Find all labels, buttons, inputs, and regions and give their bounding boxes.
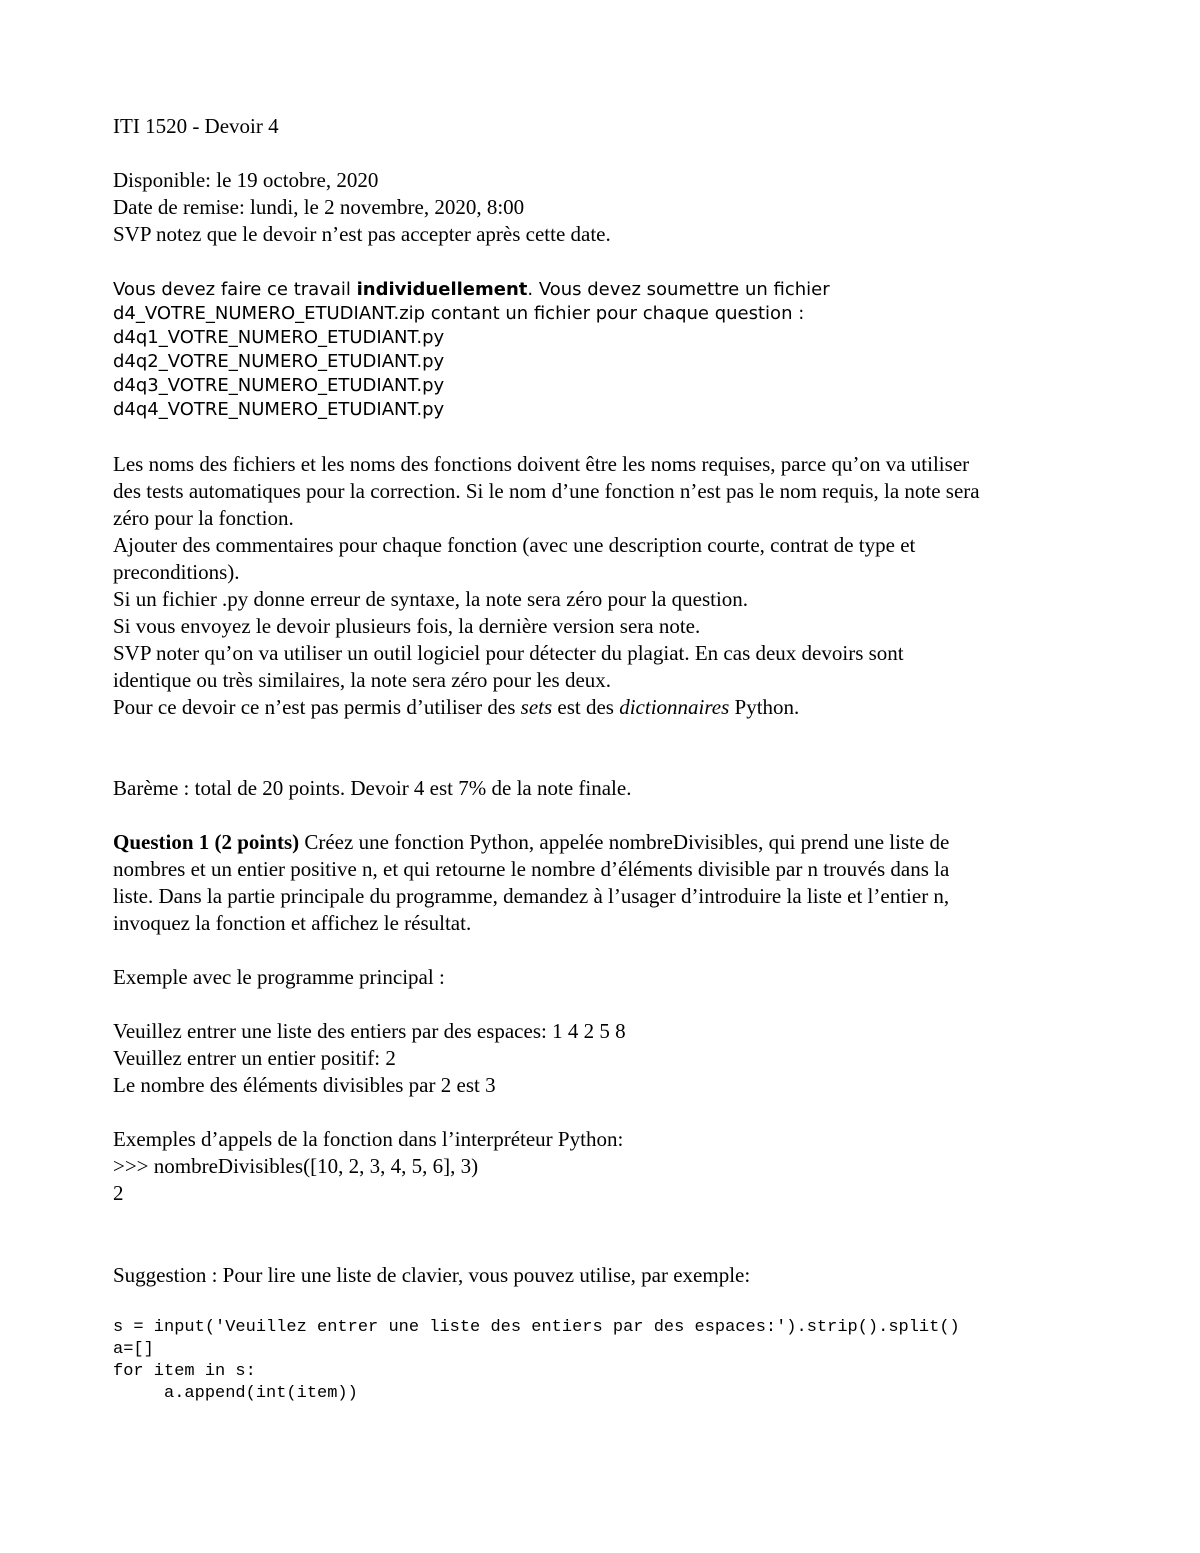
code-line: s = input('Veuillez entrer une liste des entiers par des espaces:').strip().split() xyxy=(113,1318,960,1337)
rules-line: Si vous envoyez le devoir plusieurs fois, la dernière version sera note. xyxy=(113,614,701,638)
rules-line: preconditions). xyxy=(113,560,240,584)
late-note: SVP notez que le devoir n’est pas accepter après cette date. xyxy=(113,222,611,246)
example-line: Veuillez entrer une liste des entiers par des espaces: 1 4 2 5 8 xyxy=(113,1019,626,1043)
rules-restriction: Pour ce devoir ce n’est pas permis d’utiliser des sets est des dictionnaires Python. xyxy=(113,695,800,719)
document-title: ITI 1520 - Devoir 4 xyxy=(113,114,279,138)
calls-heading: Exemples d’appels de la fonction dans l’interpréteur Python: xyxy=(113,1127,624,1151)
example-line: Veuillez entrer un entier positif: 2 xyxy=(113,1046,396,1070)
code-line: a=[] xyxy=(113,1340,154,1359)
rules-line: SVP noter qu’on va utiliser un outil logiciel pour détecter du plagiat. En cas deux devoirs sont xyxy=(113,641,904,665)
submission-file-q1: d4q1_VOTRE_NUMERO_ETUDIANT.py xyxy=(113,327,445,348)
rules-line: Ajouter des commentaires pour chaque fonction (avec une description courte, contrat de type et xyxy=(113,533,916,557)
question1-line: liste. Dans la partie principale du programme, demandez à l’usager d’introduire la liste et l’entier n, xyxy=(113,884,950,908)
submission-file-q4: d4q4_VOTRE_NUMERO_ETUDIANT.py xyxy=(113,399,445,420)
available-date: Disponible: le 19 octobre, 2020 xyxy=(113,168,379,192)
calls-line: 2 xyxy=(113,1181,124,1205)
rules-line: des tests automatiques pour la correction. Si le nom d’une fonction n’est pas le nom requis, la note sera xyxy=(113,479,980,503)
example-line: Le nombre des éléments divisibles par 2 est 3 xyxy=(113,1073,496,1097)
submission-file-q3: d4q3_VOTRE_NUMERO_ETUDIANT.py xyxy=(113,375,445,396)
suggestion-text: Suggestion : Pour lire une liste de clavier, vous pouvez utilise, par exemple: xyxy=(113,1263,751,1287)
due-date: Date de remise: lundi, le 2 novembre, 2020, 8:00 xyxy=(113,195,525,219)
rules-line: zéro pour la fonction. xyxy=(113,506,294,530)
rules-line: Les noms des fichiers et les noms des fonctions doivent être les noms requises, parce qu’on va utiliser xyxy=(113,452,970,476)
submission-zip-line: d4_VOTRE_NUMERO_ETUDIANT.zip contant un fichier pour chaque question : xyxy=(113,303,805,324)
grading-scale: Barème : total de 20 points. Devoir 4 est 7% de la note finale. xyxy=(113,776,632,800)
code-line: for item in s: xyxy=(113,1362,256,1381)
submission-intro: Vous devez faire ce travail individuellement. Vous devez soumettre un fichier xyxy=(113,279,830,300)
rules-line: identique ou très similaires, la note sera zéro pour les deux. xyxy=(113,668,612,692)
rules-line: Si un fichier .py donne erreur de syntaxe, la note sera zéro pour la question. xyxy=(113,587,749,611)
submission-file-q2: d4q2_VOTRE_NUMERO_ETUDIANT.py xyxy=(113,351,445,372)
question1-label: Question 1 (2 points) xyxy=(113,830,300,854)
question1-line: Question 1 (2 points) Créez une fonction Python, appelée nombreDivisibles, qui prend une liste de xyxy=(113,830,950,854)
example-heading: Exemple avec le programme principal : xyxy=(113,965,445,989)
question1-line: invoquez la fonction et affichez le résultat. xyxy=(113,911,472,935)
code-line: a.append(int(item)) xyxy=(113,1384,358,1403)
question1-line: nombres et un entier positive n, et qui retourne le nombre d’éléments divisible par n trouvés dans la xyxy=(113,857,950,881)
calls-line: >>> nombreDivisibles([10, 2, 3, 4, 5, 6], 3) xyxy=(113,1154,479,1178)
